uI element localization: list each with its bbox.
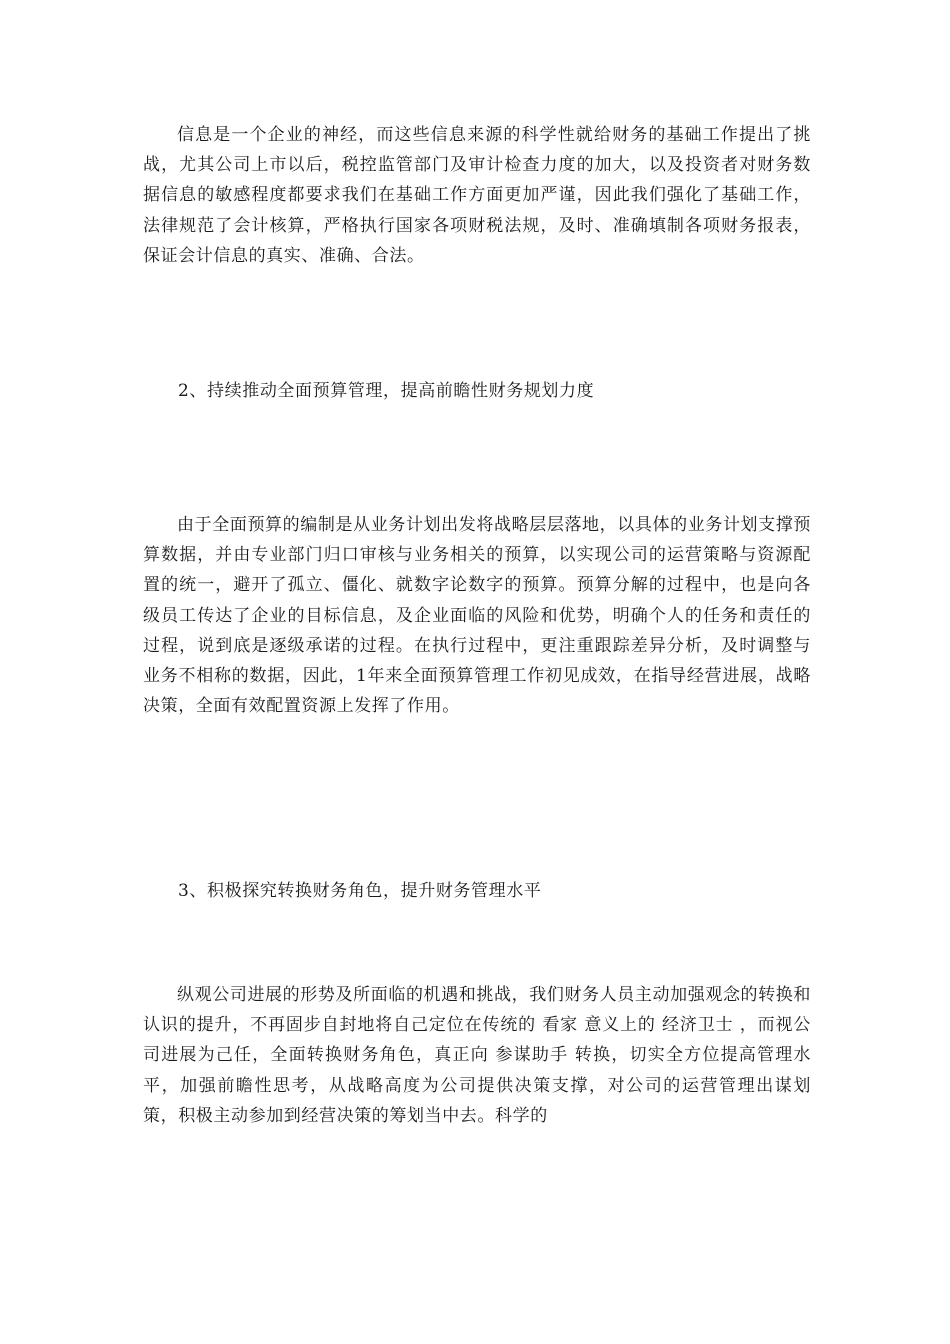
paragraph-information-foundation: 信息是一个企业的神经，而这些信息来源的科学性就给财务的基础工作提出了挑战，尤其公司上市以后，税控监管部门及审计检查力度的加大，以及投资者对财务数据信息的敏感程度都要求我们在基础工作方面更加严谨，因此我们强化了基础工作，法律规范了会计核算，严格执行国家各项财税法规，及时、准确填制各项财务报表，保证会计信息的真实、准确、合法。 bbox=[143, 125, 811, 266]
section-heading-finance-role: 3、积极探究转换财务角色，提升财务管理水平 bbox=[178, 881, 542, 901]
paragraph-budget-management: 由于全面预算的编制是从业务计划出发将战略层层落地，以具体的业务计划支撑预算数据，并由专业部门归口审核与业务相关的预算，以实现公司的运营策略与资源配置的统一，避开了孤立、僵化、就数字论数字的预算。预算分解的过程中，也是向各级员工传达了企业的目标信息，及企业面临的风险和优势，明确个人的任务和责任的过程，说到底是逐级承诺的过程。在执行过程中，更注重跟踪差异分析，及时调整与业务不相称的数据，因此，1年来全面预算管理工作初见成效，在指导经营进展，战略决策，全面有效配置资源上发挥了作用。 bbox=[143, 515, 811, 717]
section-heading-budget-management: 2、持续推动全面预算管理，提高前瞻性财务规划力度 bbox=[178, 381, 595, 401]
paragraph-finance-role: 纵观公司进展的形势及所面临的机遇和挑战，我们财务人员主动加强观念的转换和认识的提升，不再固步自封地将自己定位在传统的 看家 意义上的 经济卫士 ，而视公司进展为己任，全面转换财务角色，真正向 参谋助手 转换，切实全方位提高管理水平，加强前瞻性思考，从战略高度为公司提供决策支撑，对公司的运营管理出谋划策，积极主动参加到经营决策的筹划当中去。科学的 bbox=[143, 985, 811, 1126]
